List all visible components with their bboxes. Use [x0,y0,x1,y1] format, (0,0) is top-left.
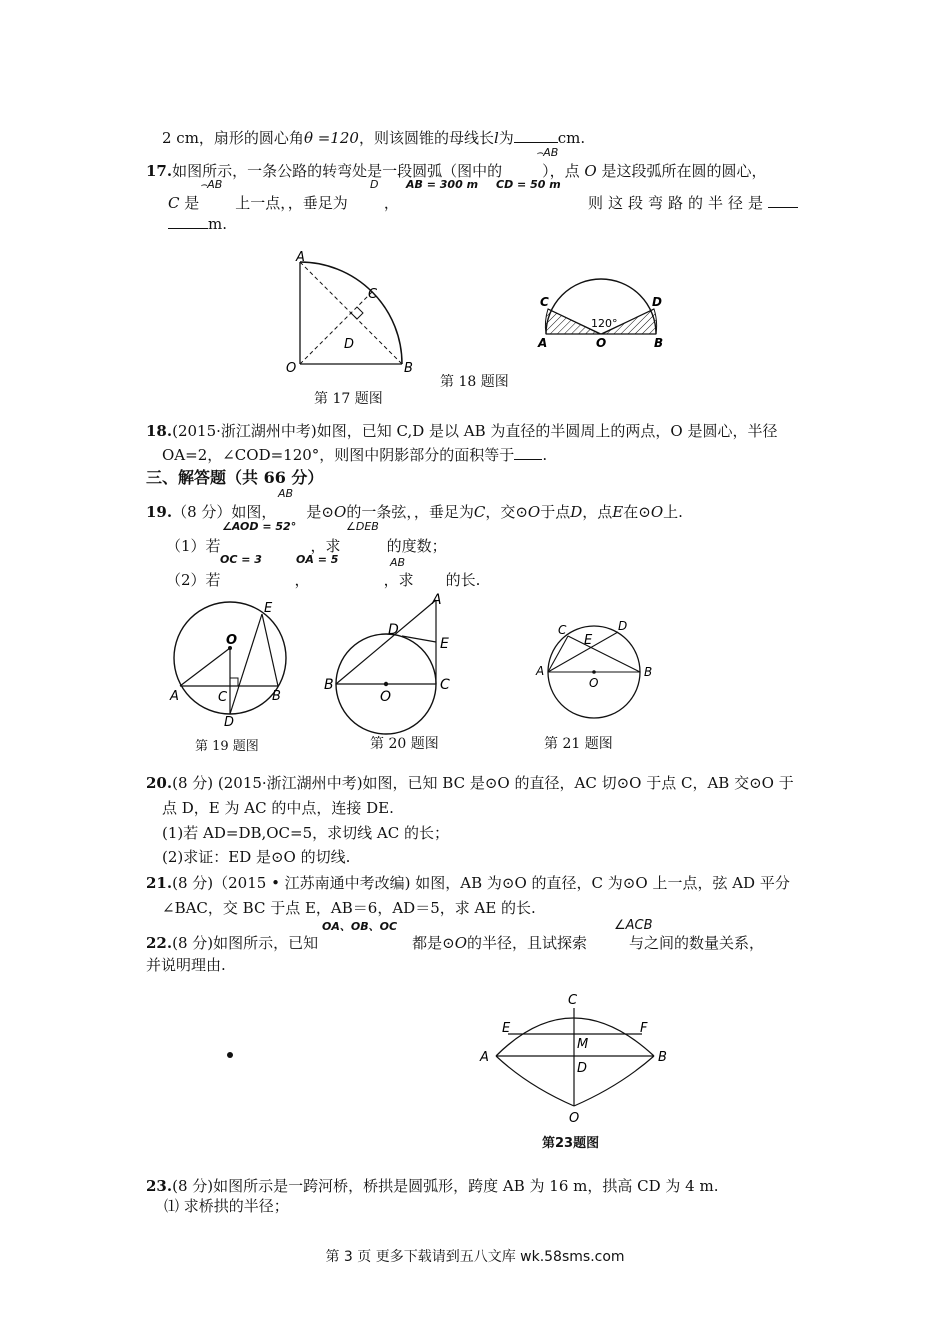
fig23-label-A: A [480,1050,489,1065]
q19-sub2 [166,570,480,590]
q17-tag-D: D [370,178,379,191]
fig21-caption: 第 21 题图 [544,736,613,752]
q19-line1-c: 的一条弦， [346,503,414,521]
fig23-label-E: E [502,1021,511,1036]
q22-line2: 并说明理由. [146,956,226,974]
q16-tail [162,128,585,148]
fig23-label-F: F [640,1021,648,1036]
q19-E: E [612,503,624,521]
q17-O: O [584,162,597,180]
q17-tag-cd: CD = 50 m [496,178,561,191]
fig18-label-A: A [538,336,548,350]
q17-C: C [168,194,180,212]
fig17-label-B: B [404,361,413,376]
q23-sub1: ⑴ 求桥拱的半径； [164,1197,289,1215]
fig21-label-C: C [558,623,567,637]
q19-sub2-c: ，求 [383,571,414,589]
fig19-label-B: B [272,689,281,704]
q19-tag-AB: AB [278,487,294,500]
q20-number: 20. [146,774,173,792]
q19-sub2-a: （2）若 [166,571,221,589]
q23-line1-text: (8 分)如图所示是一跨河桥，桥拱是圆弧形，跨度 AB 为 16 m，拱高 CD 为 4 m. [172,1177,719,1195]
fig23-label-C: C [568,993,578,1008]
fig23-label-D: D [577,1061,588,1076]
q17-line1-a: 如图所示，一条公路的转弯处是一段圆弧（图中的 [172,162,503,180]
q18-blank [514,445,542,460]
q19-O-2: O [527,503,541,521]
fig23-label-M: M [577,1037,589,1052]
figure-17 [284,250,424,380]
fig23-label-O: O [569,1111,580,1126]
fig23-caption: 第23题图 [542,1136,600,1151]
fig18-caption: 第 18 题图 [440,374,509,390]
q17-line2-a: 是 [184,194,200,212]
fig21-label-A: A [536,664,545,678]
q19-line1-f: 于点 [540,503,571,521]
q18-line2-text: OA=2，∠COD=120°，则图中阴影部分的面积等于 [162,446,515,464]
q19-tag-AOD: ∠AOD = 52° [222,520,297,533]
section-heading-3: 三、解答题（共 66 分） [146,468,324,487]
fig17-label-O: O [286,361,297,376]
q19-line1-a: （8 分）如图， [172,503,277,521]
q19-line1-d: ，垂足为 [413,503,474,521]
q17-line2-e-text: 则这段弯路的半径是 [588,194,769,212]
q17-line2-e [588,193,798,213]
q20-sub1: (1)若 AD=DB,OC=5，求切线 AC 的长； [162,824,449,842]
q18-number: 18. [146,422,173,440]
q22-line1-d: 与之间的数量关系， [629,934,765,952]
q19-tag-OC: OC = 3 [220,553,262,566]
q20-line2: 点 D，E 为 AC 的中点，连接 DE. [162,799,394,817]
q19-line1-h: 在⊙ [623,503,651,521]
fig23-label-B: B [658,1050,667,1065]
q17-tag-len: AB = 300 m [406,178,479,191]
fig18-label-angle: 120° [591,317,618,330]
q19-sub1-b: ，求 [310,537,341,555]
q16-text-b: ，则该圆锥的母线长 [358,129,494,147]
q17-tag-arc: ⌢AB [536,146,559,159]
q22-tag-ACB: ∠ACB [614,918,653,933]
q17-line2-d: ， [383,194,399,212]
fig21-label-E: E [584,633,593,648]
q23-line1 [146,1176,718,1196]
fig19-label-A: A [170,689,179,704]
q19-tag-DEB: ∠DEB [346,520,379,533]
q20-line1-text: (8 分) (2015·浙江湖州中考)如图，已知 BC 是⊙O 的直径，AC 切⊙O 于点 C，AB 交⊙O 于 [172,774,794,792]
q17-blank-2 [168,214,208,229]
stray-dot [227,1052,233,1058]
q17-unit: m. [208,215,227,233]
q17-line1-c: 是这段弧所在圆的圆心， [601,162,767,180]
q19-sub2-b: ， [294,571,310,589]
q18-line1 [146,421,778,441]
q16-unit: cm. [557,129,586,147]
q18-end: . [542,446,548,464]
q17-line2-c: ，垂足为 [287,194,348,212]
fig20-label-E: E [440,636,449,652]
q19-line1-i: 上. [663,503,683,521]
q19-O: O [334,503,347,521]
q22-line1-a: (8 分)如图所示，已知 [172,934,319,952]
fig19-caption: 第 19 题图 [195,739,259,754]
q17-line2 [168,193,399,213]
q19-tag-OA: OA = 5 [296,553,339,566]
q17-tag-arc2: ⌢AB [200,178,223,191]
fig17-caption: 第 17 题图 [314,391,383,407]
fig17-label-A: A [296,250,305,265]
fig20-label-D: D [388,622,399,638]
fig21-label-B: B [644,665,653,679]
figure-23 [476,990,676,1140]
fig20-label-B: B [324,677,334,693]
q20-line1 [146,773,794,793]
fig19-label-C: C [218,690,228,705]
q16-text-c: 为 [498,129,514,147]
fig19-label-O: O [226,633,238,648]
fig18-label-C: C [540,295,549,309]
q19-line1-g: ，点 [582,503,613,521]
q19-number: 19. [146,503,173,521]
q18-line2 [162,445,547,465]
q19-sub2-d: 的长. [445,571,481,589]
q17-line3 [168,214,227,234]
q22-line1-c: 的半径，且试探索 [467,934,588,952]
fig18-label-O: O [596,336,607,350]
q16-answer-blank [514,128,558,143]
q22-line1-b: 都是⊙ [412,934,455,952]
q22-line1 [146,933,764,953]
fig19-label-E: E [264,601,273,616]
q17-number: 17. [146,162,173,180]
fig20-label-O: O [380,689,392,705]
q17-blank-1 [768,193,798,208]
fig21-label-O: O [589,676,599,690]
q23-number: 23. [146,1177,173,1195]
q21-line2: ∠BAC，交 BC 于点 E，AB＝6，AD＝5，求 AE 的长. [162,899,536,917]
figure-21 [534,616,664,726]
q19-O-3: O [650,503,664,521]
fig18-label-B: B [654,336,664,350]
fig18-label-D: D [652,295,662,309]
fig21-label-D: D [618,619,628,633]
q19-line1 [146,502,683,522]
q21-line1 [146,873,790,893]
fig20-caption: 第 20 题图 [370,736,439,752]
q22-O: O [454,934,468,952]
q17-line1-b: ），点 [542,162,580,180]
q17-line2-b: 上一点， [235,194,288,212]
q21-line1-text: (8 分)（2015 • 江苏南通中考改编) 如图，AB 为⊙O 的直径，C 为⊙O 上一点，弦 AD 平分 [172,874,790,892]
q19-tag-AB2: AB [390,556,406,569]
q21-number: 21. [146,874,173,892]
page-footer: 第 3 页 更多下载请到五八文库 wk.58sms.com [325,1249,625,1265]
fig20-label-C: C [440,677,450,693]
q19-D: D [570,503,583,521]
figure-20 [322,590,462,730]
q22-tag-radii: OA、OB、OC [322,920,398,933]
q19-line1-b: 是⊙ [306,503,334,521]
q19-sub1-a: （1）若 [166,537,221,555]
q16-l: l [493,129,499,147]
fig17-label-D: D [344,337,355,352]
q22-number: 22. [146,934,173,952]
q16-theta: θ =120 [303,129,359,147]
q19-line1-e: ，交⊙ [485,503,528,521]
figure-19 [168,596,298,736]
q18-line1-text: (2015·浙江湖州中考)如图，已知 C,D 是以 AB 为直径的半圆周上的两点，O 是圆心，半径 [172,422,778,440]
fig20-label-A: A [432,592,442,608]
q20-sub2: (2)求证：ED 是⊙O 的切线. [162,848,351,866]
fig17-label-C: C [368,287,378,302]
figure-18 [534,272,674,352]
q16-text-a: 2 cm，扇形的圆心角 [162,129,304,147]
fig19-label-D: D [224,715,235,730]
q19-sub1-c: 的度数； [386,537,447,555]
q19-C: C [473,503,486,521]
